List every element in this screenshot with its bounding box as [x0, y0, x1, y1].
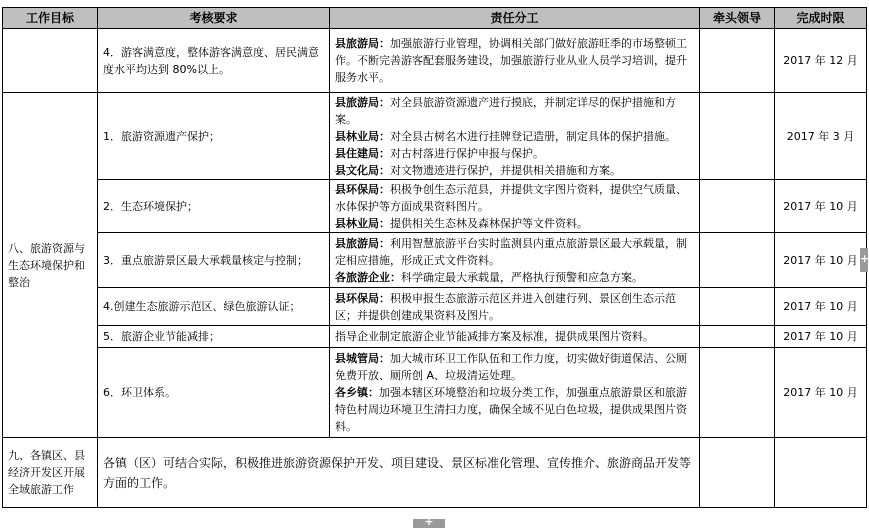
- requirement-cell: 4.创建生态旅游示范区、绿色旅游认证；: [98, 288, 330, 326]
- dept-label: 各乡镇：: [335, 386, 379, 399]
- dept-task: 对文物遗迹进行保护，并提供相关措施和方案。: [390, 163, 621, 177]
- dept-task: 提供相关生态林及森林保护等文件资料。: [390, 216, 588, 230]
- table-row: [3, 233, 867, 288]
- dept-label: 县文化局：: [335, 163, 390, 177]
- table-row: [3, 29, 867, 93]
- plus-icon: +: [424, 515, 434, 528]
- dept-task: 指导企业制定旅游企业节能减排方案及标准，提供成果图片资料。: [335, 330, 654, 343]
- table-row: [3, 288, 867, 326]
- responsibility-cell: [330, 29, 700, 93]
- work-target-table: [2, 7, 867, 508]
- requirement-cell: 1．旅游资源遗产保护；: [98, 93, 330, 180]
- dept-task: 科学确定最大承载量，严格执行预警和应急方案。: [401, 270, 643, 284]
- header-lead: 牵头领导: [700, 8, 775, 29]
- table-header-row: [3, 8, 867, 29]
- lead-cell: [700, 326, 775, 348]
- deadline-cell: 2017 年 10 月: [775, 288, 867, 326]
- dept-task: 积极争创生态示范县，并提供文字图片资料，提供空气质量、水体保护等方面成果资料图片。: [335, 182, 687, 213]
- responsibility-cell: [330, 326, 700, 348]
- plus-icon: +: [860, 252, 869, 265]
- dept-entry: [335, 128, 694, 145]
- dept-label: 县旅游局：: [335, 95, 390, 109]
- dept-task: 对古村落进行保护申报与保护。: [390, 146, 544, 160]
- responsibility-cell: [330, 233, 700, 288]
- dept-label: 县旅游局：: [335, 236, 390, 250]
- dept-label: 县环保局：: [335, 291, 390, 305]
- dept-entry: [335, 162, 694, 179]
- lead-cell: [700, 288, 775, 326]
- lead-cell: [700, 233, 775, 288]
- responsibility-cell: [330, 180, 700, 233]
- dept-task: 加强本辖区环境整治和垃圾分类工作，加强重点旅游景区和旅游特色村周边环境卫生清扫力度，确保全域不见白色垃圾，提供成果图片资料。: [335, 386, 687, 433]
- dept-entry: [335, 145, 694, 162]
- deadline-cell: [775, 438, 867, 508]
- goal-cell-eight: 八、旅游资源与生态环境保护和整治: [3, 93, 98, 438]
- header-goal: 工作目标: [3, 8, 98, 29]
- dept-task: 加大城市环卫工作队伍和工作力度，切实做好街道保洁、公厕免费开放、厕所创 A、垃圾清运处理。: [335, 352, 687, 382]
- dept-entry: [335, 215, 694, 232]
- lead-cell: [700, 348, 775, 438]
- dept-label: 县城管局：: [335, 352, 390, 365]
- header-responsibility: 责任分工: [330, 8, 700, 29]
- table-row: [3, 93, 867, 180]
- lead-cell: [700, 180, 775, 233]
- dept-task: 对全县旅游资源遗产进行摸底，并制定详尽的保护措施和方案。: [335, 95, 676, 126]
- requirement-cell: 3．重点旅游景区最大承载量核定与控制；: [98, 233, 330, 288]
- header-requirement: 考核要求: [98, 8, 330, 29]
- goal-cell-empty: [3, 29, 98, 93]
- requirement-cell: 2．生态环境保护；: [98, 180, 330, 233]
- dept-task: 加强旅游行业管理，协调相关部门做好旅游旺季的市场整顿工作。不断完善游客配套服务建设，加强旅游行业从业人员学习培训，提升服务水平。: [335, 37, 687, 84]
- add-column-handle[interactable]: [860, 248, 868, 272]
- requirement-cell: 5．旅游企业节能减排；: [98, 326, 330, 348]
- table-row: [3, 438, 867, 508]
- requirement-cell: 4．游客满意度，整体游客满意度、居民满意度水平均达到 80%以上。: [98, 29, 330, 93]
- dept-label: 县环保局：: [335, 182, 390, 196]
- dept-task: 对全县古树名木进行挂牌登记造册，制定具体的保护措施。: [390, 129, 676, 143]
- lead-cell: [700, 438, 775, 508]
- dept-label: 县住建局：: [335, 146, 390, 160]
- header-deadline: 完成时限: [775, 8, 867, 29]
- deadline-cell: 2017 年 10 月: [775, 180, 867, 233]
- dept-entry: [335, 269, 694, 286]
- dept-entry: [335, 384, 694, 435]
- dept-entry: [335, 350, 694, 384]
- dept-entry: [335, 94, 694, 128]
- table-row: [3, 180, 867, 233]
- dept-label: 县旅游局：: [335, 37, 390, 50]
- responsibility-cell: [330, 93, 700, 180]
- merged-work-cell: 各镇（区）可结合实际，积极推进旅游资源保护开发、项目建设、景区标准化管理、宣传推介、旅游商品开发等方面的工作。: [98, 438, 700, 508]
- goal-cell-nine: 九、各镇区、县经济开发区开展全域旅游工作: [3, 438, 98, 508]
- responsibility-cell: [330, 288, 700, 326]
- requirement-cell: 6．环卫体系。: [98, 348, 330, 438]
- dept-task: 积极申报生态旅游示范区并进入创建行列、景区创生态示范区；并提供创建成果资料及图片。: [335, 291, 676, 322]
- lead-cell: [700, 93, 775, 180]
- dept-label: 各旅游企业：: [335, 270, 401, 284]
- dept-task: 利用智慧旅游平台实时监测县内重点旅游景区最大承载量，制定相应措施，形成正式文件资料。: [335, 236, 687, 267]
- deadline-cell: 2017 年 12 月: [775, 29, 867, 93]
- lead-cell: [700, 29, 775, 93]
- dept-label: 县林业局：: [335, 216, 390, 230]
- dept-entry: [335, 235, 694, 269]
- dept-entry: [335, 181, 694, 215]
- deadline-cell: 2017 年 10 月: [775, 326, 867, 348]
- table-row: [3, 348, 867, 438]
- deadline-cell: 2017 年 10 月: [775, 348, 867, 438]
- responsibility-cell: [330, 348, 700, 438]
- table-row: [3, 326, 867, 348]
- add-row-handle[interactable]: [413, 515, 445, 528]
- deadline-cell: 2017 年 3 月: [775, 93, 867, 180]
- deadline-cell: 2017 年 10 月: [775, 233, 867, 288]
- dept-label: 县林业局：: [335, 129, 390, 143]
